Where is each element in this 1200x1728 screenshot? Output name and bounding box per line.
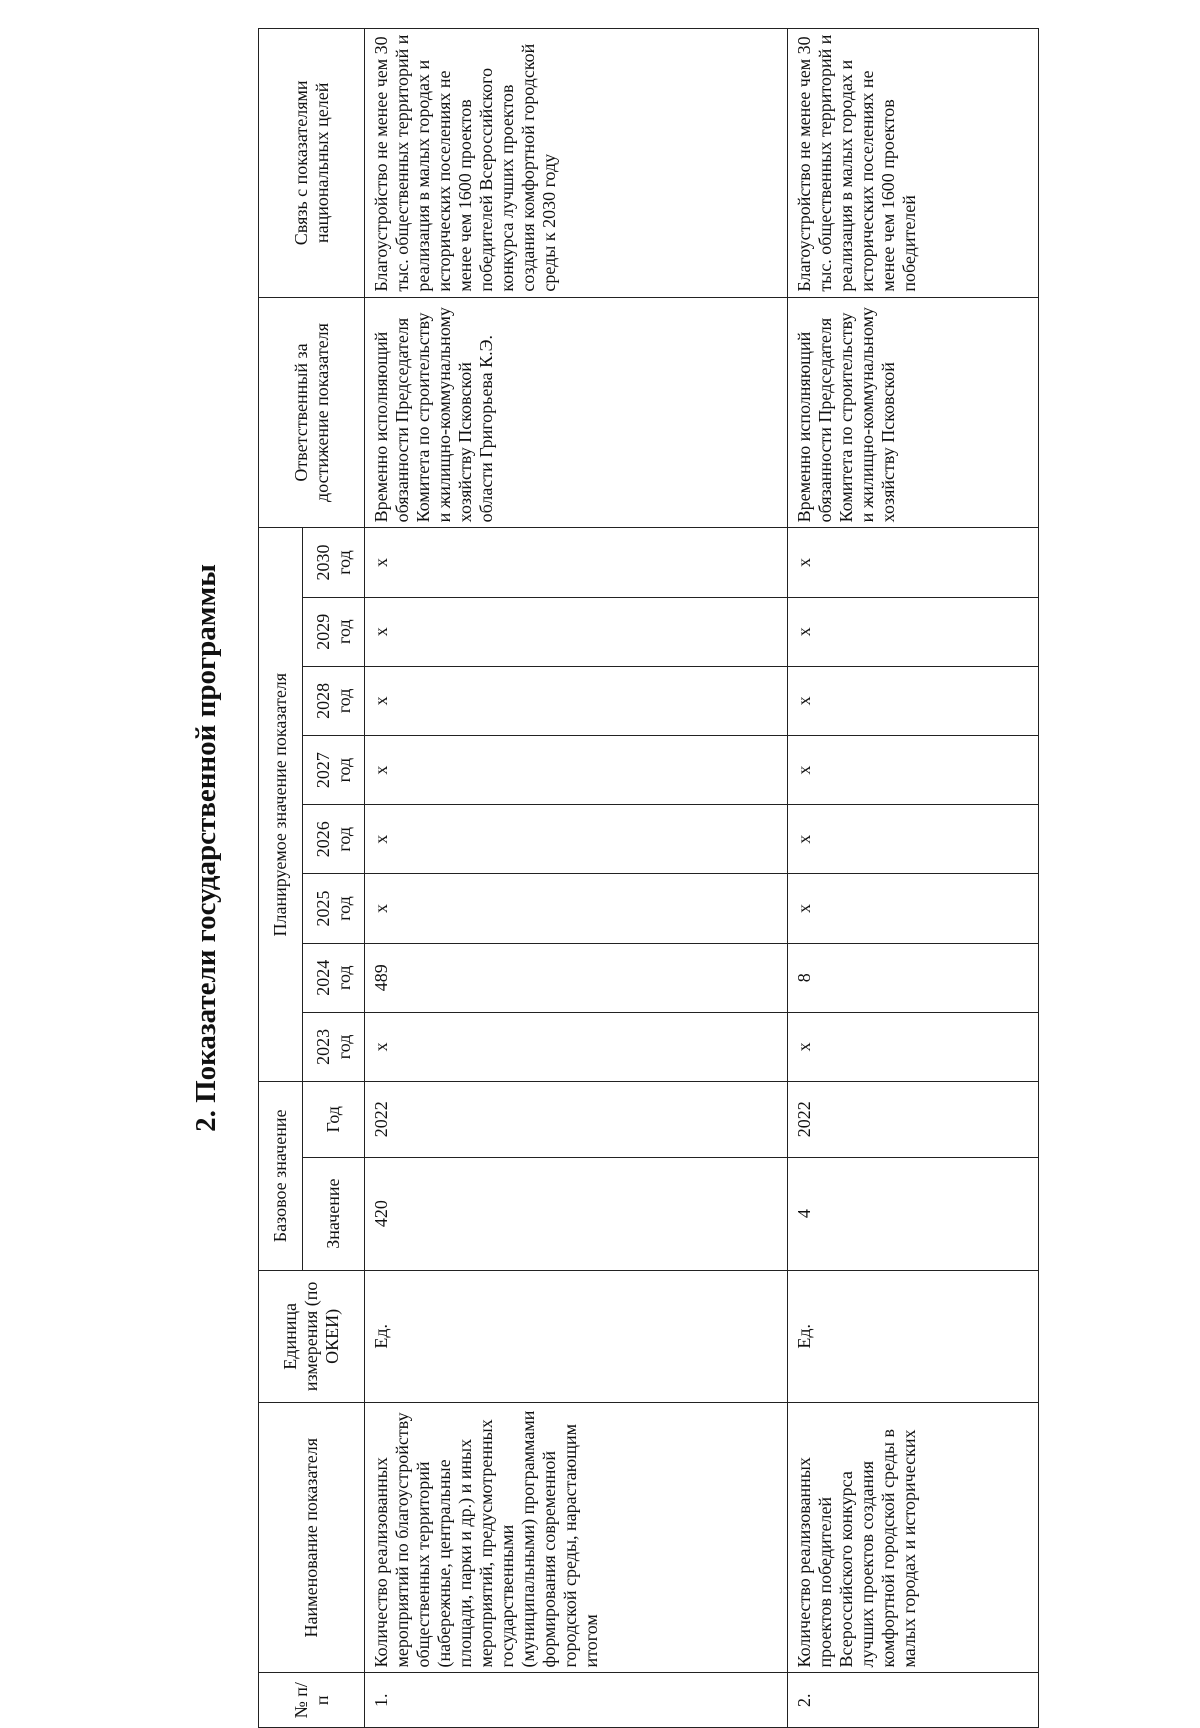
table-row [365,29,788,1728]
row-national: Благоустройство не менее чем 30 тыс. общественных территорий и реализация в малых городах и исторических поселениях не менее чем 1600 проектов победителей Всероссийского конкурса лучших проектов создания комфортной городской среды к 2030 году [365,29,788,298]
indicators-table-wrapper [258,28,1020,1728]
row-year-2028: х [788,666,1039,735]
row-year-2024: 8 [788,943,1039,1012]
header-base-value: Значение [303,1157,365,1270]
header-year-2025: 2025 год [303,874,365,943]
row-year-2030: х [365,528,788,597]
header-year-2024: 2024 год [303,943,365,1012]
header-base: Базовое значение [259,1082,303,1271]
header-year-2028: 2028 год [303,666,365,735]
header-base-year: Год [303,1082,365,1158]
row-year-2030: х [788,528,1039,597]
page-title: 2. Показатели государственной программы [190,564,222,1132]
header-year-2027: 2027 год [303,735,365,804]
row-year-2026: х [788,805,1039,874]
table-row [788,29,1039,1728]
row-base-year: 2022 [365,1082,788,1158]
header-year-2030: 2030 год [303,528,365,597]
header-name: Наименование показателя [259,1402,365,1673]
row-unit: Ед. [365,1270,788,1402]
row-responsible: Временно исполняющий обязанности Председателя Комитета по строительству и жилищно-коммунальному хозяйству Псковской [788,297,1039,528]
row-base-year: 2022 [788,1082,1039,1158]
header-planned: Планируемое значение показателя [259,528,303,1082]
row-year-2029: х [788,597,1039,666]
header-unit: Единица измерения (по ОКЕИ) [259,1270,365,1402]
row-responsible: Временно исполняющий обязанности Председателя Комитета по строительству и жилищно-коммунальному хозяйству Псковской области Григорьева К.Э. [365,297,788,528]
indicators-table [258,28,1039,1728]
row-base-value: 4 [788,1157,1039,1270]
row-year-2028: х [365,666,788,735]
header-year-2029: 2029 год [303,597,365,666]
row-year-2026: х [365,805,788,874]
row-year-2029: х [365,597,788,666]
row-year-2027: х [788,735,1039,804]
row-unit: Ед. [788,1270,1039,1402]
row-national: Благоустройство не менее чем 30 тыс. общественных территорий и реализация в малых городах и исторических поселениях не менее чем 1600 проектов победителей [788,29,1039,298]
row-year-2024: 489 [365,943,788,1012]
header-year-2023: 2023 год [303,1012,365,1081]
header-national: Связь с показателями национальных целей [259,29,365,298]
row-base-value: 420 [365,1157,788,1270]
header-num: № п/п [259,1673,365,1728]
row-name: Количество реализованных проектов победителей Всероссийского конкурса лучших проектов создания комфортной городской среды в малых городах и исторических [788,1402,1039,1673]
row-num: 2. [788,1673,1039,1728]
row-year-2025: х [788,874,1039,943]
header-year-2026: 2026 год [303,805,365,874]
row-year-2027: х [365,735,788,804]
header-responsible: Ответственный за достижение показателя [259,297,365,528]
row-year-2023: х [788,1012,1039,1081]
row-num: 1. [365,1673,788,1728]
row-year-2023: х [365,1012,788,1081]
row-name: Количество реализованных мероприятий по благоустройству общественных территорий (набережные, центральные площади, парки и др.) и иных мероприятий, предусмотренных государственными (муниципальными) программами формирования современной городской среды, нарастающим итогом [365,1402,788,1673]
row-year-2025: х [365,874,788,943]
